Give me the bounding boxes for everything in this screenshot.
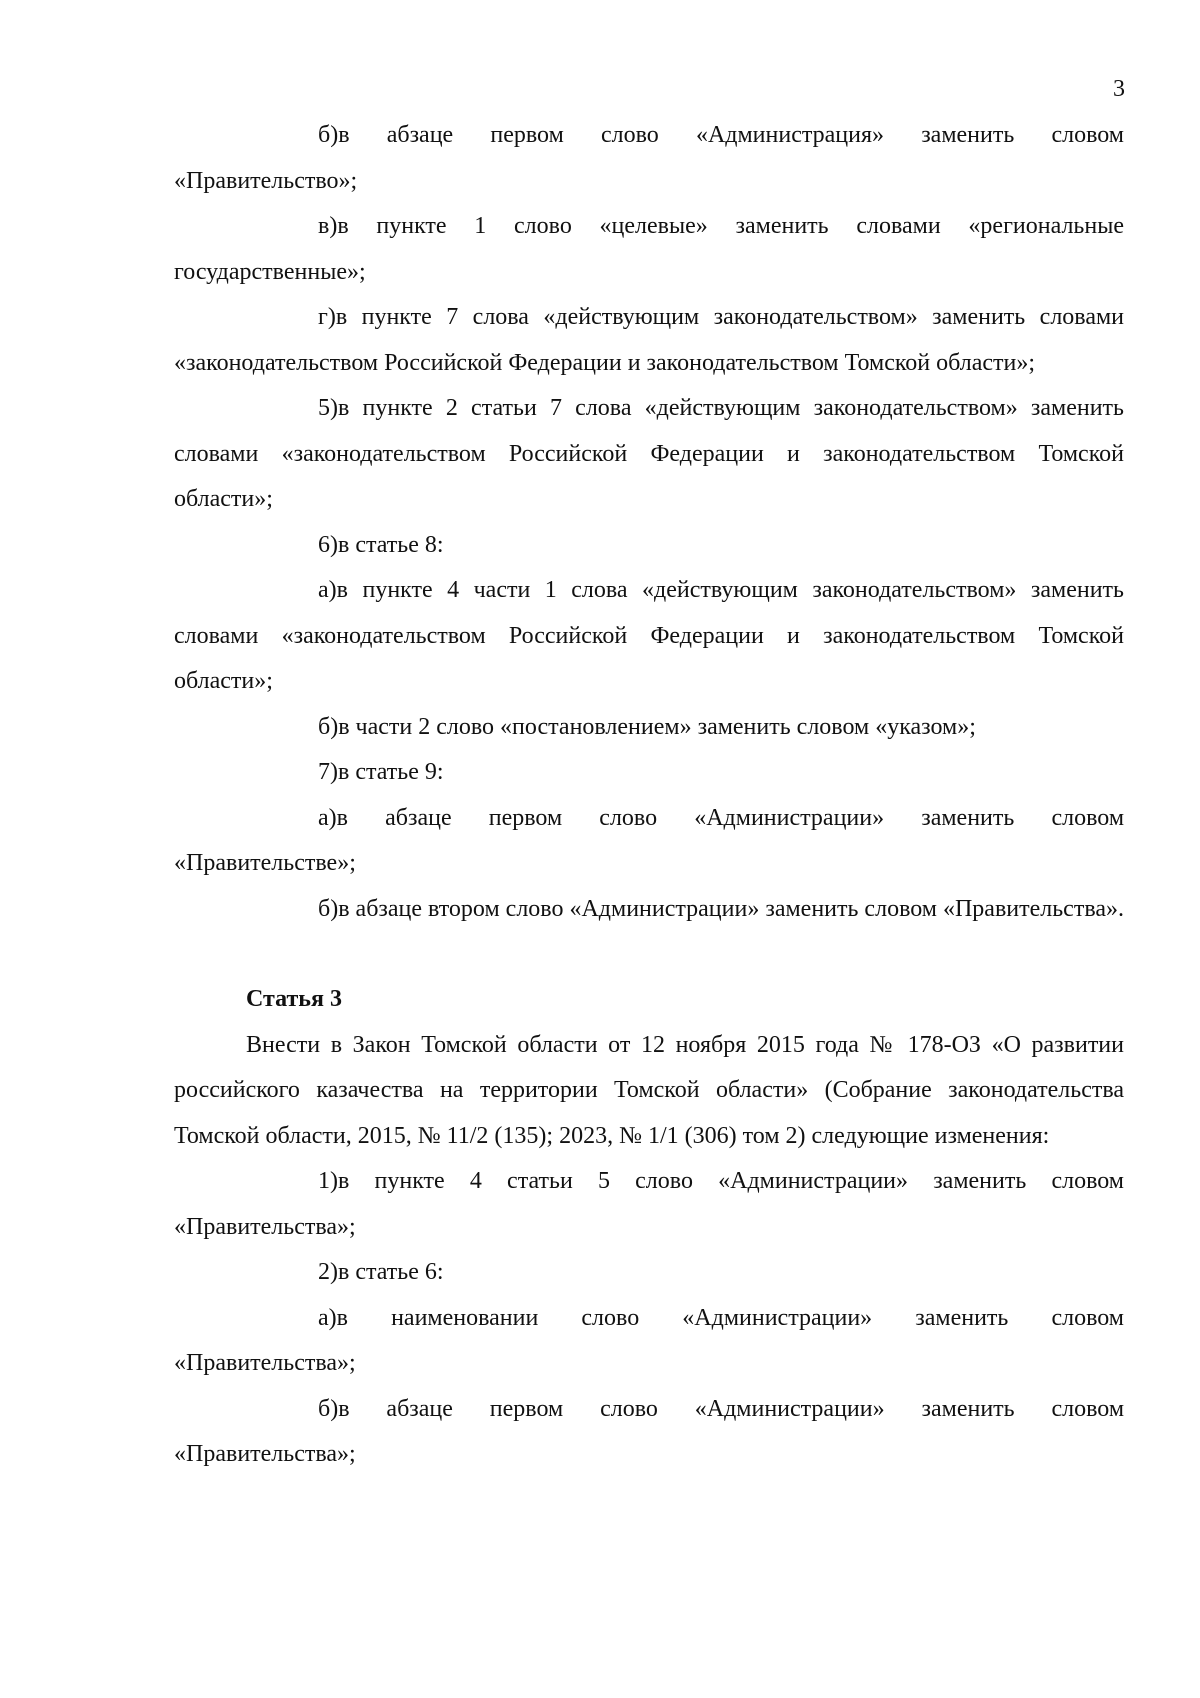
paragraph-text: в части 2 слово «постановлением» заменить словом «указом»; xyxy=(338,713,976,740)
item-text: в пункте 4 статьи 5 слово «Администрации» заменить словом «Правительства»; xyxy=(174,1168,1124,1240)
article-intro: Внести в Закон Томской области от 12 ноября 2015 года № 178-ОЗ «О развитии российского казачества на территории Томской области» (Собрание законодательства Томской области, 2015, № 11/2 (135); 2023, № 1/1 (306) том 2) следующие изменения: xyxy=(174,1031,1124,1149)
paragraph-marker: а) xyxy=(318,577,337,603)
paragraph-text: в пункте 4 части 1 слова «действующим законодательством» заменить словами «законодательством Российской Федерации и законодательством Томской области»; xyxy=(174,577,1124,694)
paragraph-marker: б) xyxy=(318,122,339,148)
article-item xyxy=(174,1387,1124,1478)
paragraph-marker: б) xyxy=(318,895,339,922)
paragraph-text: в пункте 7 слова «действующим законодательством» заменить словами «законодательством Российской Федерации и законодательством Томской области»; xyxy=(174,304,1124,376)
paragraph-text: в абзаце первом слово «Администрация» заменить словом «Правительство»; xyxy=(174,122,1124,194)
paragraph xyxy=(174,113,1124,204)
paragraph-marker: 5) xyxy=(318,395,338,421)
paragraph xyxy=(174,386,1124,523)
article-item xyxy=(174,1296,1124,1387)
paragraph xyxy=(174,705,1124,751)
paragraph-marker: б) xyxy=(318,713,339,740)
paragraph-text: в статье 9: xyxy=(338,759,444,785)
item-marker: б) xyxy=(318,1395,339,1422)
paragraph-text: в абзаце втором слово «Администрации» заменить словом «Правительства». xyxy=(338,895,1124,922)
item-text: в абзаце первом слово «Администрации» заменить словом «Правительства»; xyxy=(174,1395,1124,1467)
item-marker: 1) xyxy=(318,1168,338,1194)
article-item xyxy=(174,1159,1124,1250)
paragraph xyxy=(174,796,1124,887)
paragraph-marker: г) xyxy=(318,304,336,330)
paragraph xyxy=(174,523,1124,569)
item-marker: а) xyxy=(318,1304,337,1331)
paragraph-text: в пункте 1 слово «целевые» заменить словами «региональные государственные»; xyxy=(174,213,1124,285)
paragraph-marker: 7) xyxy=(318,759,338,785)
article-item xyxy=(174,1250,1124,1296)
paragraph-marker: в) xyxy=(318,213,338,239)
paragraph xyxy=(174,204,1124,295)
paragraph xyxy=(174,568,1124,705)
paragraph-text: в пункте 2 статьи 7 слова «действующим законодательством» заменить словами «законодательством Российской Федерации и законодательством Томской области»; xyxy=(174,395,1124,512)
document-body xyxy=(174,113,1124,1478)
paragraph-marker: 6) xyxy=(318,531,338,558)
item-text: в наименовании слово «Администрации» заменить словом «Правительства»; xyxy=(174,1304,1124,1376)
paragraph-marker: а) xyxy=(318,804,337,831)
item-text: в статье 6: xyxy=(338,1259,444,1285)
page-number: 3 xyxy=(1113,76,1125,102)
paragraph xyxy=(174,887,1124,933)
paragraph-text: в статье 8: xyxy=(338,531,444,558)
article-heading: Статья 3 xyxy=(246,986,342,1012)
paragraph xyxy=(174,750,1124,796)
paragraph-text: в абзаце первом слово «Администрации» заменить словом «Правительстве»; xyxy=(174,804,1124,876)
paragraph xyxy=(174,295,1124,386)
item-marker: 2) xyxy=(318,1259,338,1285)
